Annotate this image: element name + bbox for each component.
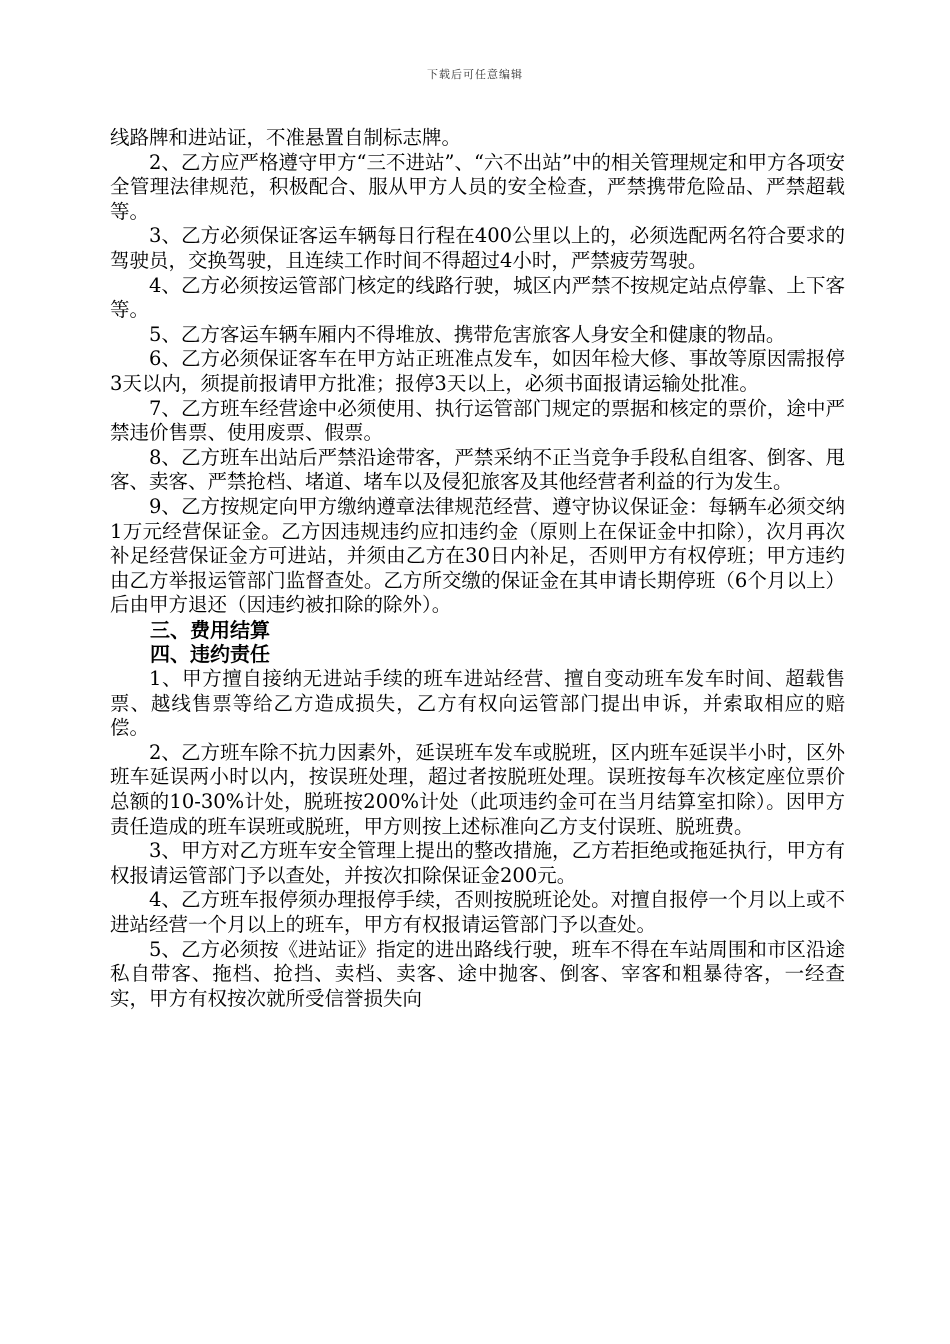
paragraph: 8、乙方班车出站后严禁沿途带客，严禁采纳不正当竞争手段私自组客、倒客、甩客、卖客、严禁抢档、堵道、堵车以及侵犯旅客及其他经营者利益的行为发生。 <box>110 445 845 494</box>
paragraph: 5、乙方必须按《进站证》指定的进出路线行驶，班车不得在车站周围和市区沿途私自带客、拖档、抢挡、卖档、卖客、途中抛客、倒客、宰客和粗暴待客，一经查实，甲方有权按次就所受信誉损失向 <box>110 937 845 1010</box>
paragraph: 5、乙方客运车辆车厢内不得堆放、携带危害旅客人身安全和健康的物品。 <box>149 322 786 346</box>
paragraph: 2、乙方班车除不抗力因素外，延误班车发车或脱班，区内班车延误半小时，区外班车延误两小时以内，按误班处理，超过者按脱班处理。误班按每车次核定座位票价总额的10-30%计处，脱班按200%计处（此项违约金可在当月结算室扣除）。因甲方责任造成的班车误班或脱班，甲方则按上述标准向乙方支付误班、脱班费。 <box>110 740 845 838</box>
paragraph: 4、乙方必须按运管部门核定的线路行驶，城区内严禁不按规定站点停靠、上下客等。 <box>110 273 845 322</box>
paragraph: 3、甲方对乙方班车安全管理上提出的整改措施，乙方若拒绝或拖延执行，甲方有权报请运管部门予以查处，并按次扣除保证金200元。 <box>110 839 845 887</box>
paragraph: 3、乙方必须保证客运车辆每日行程在400公里以上的，必须选配两名符合要求的驾驶员，交换驾驶，且连续工作时间不得超过4小时，严禁疲劳驾驶。 <box>110 224 845 272</box>
section-heading: 四、违约责任 <box>150 642 270 667</box>
paragraph: 线路牌和进站证，不准悬置自制标志牌。 <box>110 126 462 149</box>
document-body <box>110 126 845 1011</box>
paragraph: 2、乙方应严格遵守甲方“三不进站”、“六不出站”中的相关管理规定和甲方各项安全管理法律规范，积极配合、服从甲方人员的安全检查，严禁携带危险品、严禁超载等。 <box>110 150 845 223</box>
paragraph: 7、乙方班车经营途中必须使用、执行运管部门规定的票据和核定的票价，途中严禁违价售票、使用废票、假票。 <box>110 396 845 445</box>
section-heading: 三、费用结算 <box>150 617 270 642</box>
paragraph: 4、乙方班车报停须办理报停手续，否则按脱班论处。对擅自报停一个月以上或不进站经营一个月以上的班车，甲方有权报请运管部门予以查处。 <box>110 888 845 936</box>
page-header: 下载后可任意编辑 <box>427 68 523 81</box>
paragraph: 9、乙方按规定向甲方缴纳遵章法律规范经营、遵守协议保证金：每辆车必须交纳1万元经营保证金。乙方因违规违约应扣违约金（原则上在保证金中扣除），次月再次补足经营保证金方可进站，并须由乙方在30日内补足，否则甲方有权停班；甲方违约由乙方举报运管部门监督查处。乙方所交缴的保证金在其申请长期停班（6个月以上）后由甲方退还（因违约被扣除的除外）。 <box>110 494 845 617</box>
paragraph: 1、甲方擅自接纳无进站手续的班车进站经营、擅自变动班车发车时间、超载售票、越线售票等给乙方造成损失，乙方有权向运管部门提出申诉，并索取相应的赔偿。 <box>110 667 845 740</box>
paragraph: 6、乙方必须保证客车在甲方站正班准点发车，如因年检大修、事故等原因需报停3天以内，须提前报请甲方批准；报停3天以上，必须书面报请运输处批准。 <box>110 347 845 395</box>
